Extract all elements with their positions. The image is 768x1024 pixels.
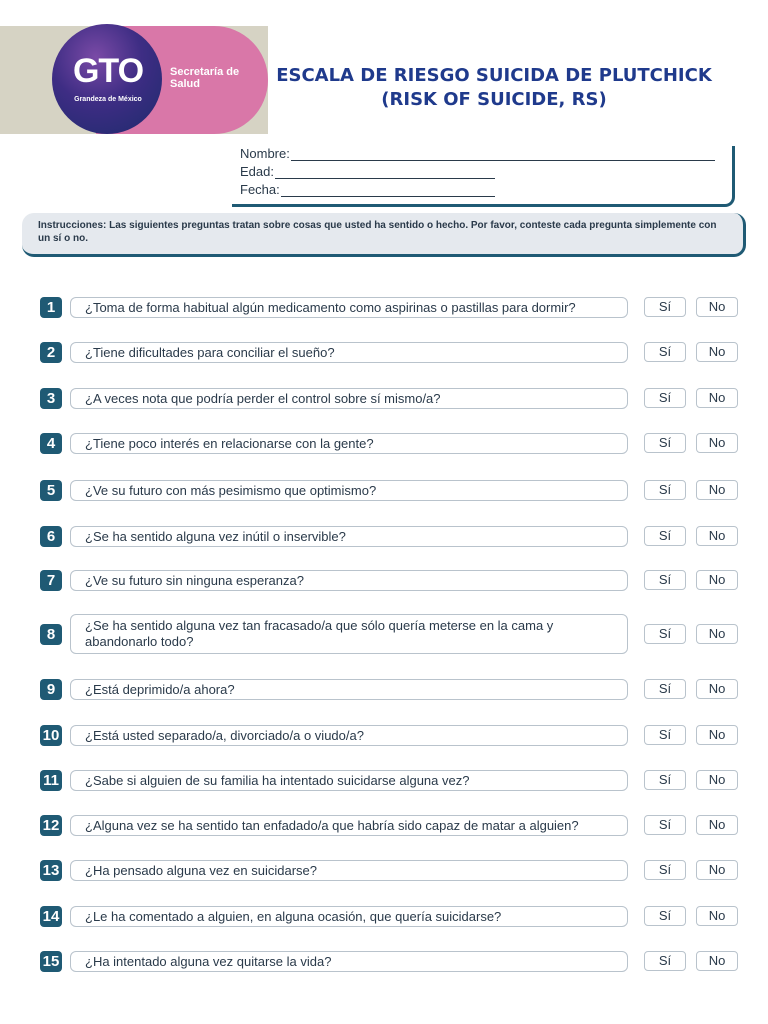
- question-number-badge: 8: [40, 624, 62, 645]
- question-number-badge: 15: [40, 951, 62, 972]
- question-row: [0, 725, 768, 746]
- question-number-badge: 7: [40, 570, 62, 591]
- question-row: [0, 860, 768, 881]
- answer-yes-button[interactable]: Sí: [644, 342, 686, 362]
- title-line-1: ESCALA DE RIESGO SUICIDA DE PLUTCHICK: [276, 65, 712, 86]
- answer-yes-button[interactable]: Sí: [644, 433, 686, 453]
- question-number-badge: 2: [40, 342, 62, 363]
- answer-no-button[interactable]: No: [696, 297, 738, 317]
- question-row: [0, 297, 768, 318]
- question-text: ¿Ve su futuro sin ninguna esperanza?: [70, 570, 628, 591]
- question-row: [0, 906, 768, 927]
- answer-no-button[interactable]: No: [696, 906, 738, 926]
- age-line[interactable]: [275, 166, 495, 179]
- question-text: ¿Se ha sentido alguna vez inútil o inservible?: [70, 526, 628, 547]
- question-number-badge: 6: [40, 526, 62, 547]
- answer-no-button[interactable]: No: [696, 725, 738, 745]
- question-text: ¿Sabe si alguien de su familia ha intentado suicidarse alguna vez?: [70, 770, 628, 791]
- question-row: [0, 342, 768, 363]
- answer-yes-button[interactable]: Sí: [644, 480, 686, 500]
- answer-yes-button[interactable]: Sí: [644, 725, 686, 745]
- answer-no-button[interactable]: No: [696, 860, 738, 880]
- age-label: Edad:: [240, 164, 274, 179]
- question-text: ¿Ha intentado alguna vez quitarse la vida?: [70, 951, 628, 972]
- document-title: [272, 64, 716, 112]
- answer-yes-button[interactable]: Sí: [644, 526, 686, 546]
- question-text: ¿Está deprimido/a ahora?: [70, 679, 628, 700]
- answer-no-button[interactable]: No: [696, 624, 738, 644]
- question-row: [0, 388, 768, 409]
- date-line[interactable]: [281, 184, 495, 197]
- question-number-badge: 10: [40, 725, 62, 746]
- question-number-badge: 12: [40, 815, 62, 836]
- logo-text: GTO: [72, 52, 144, 90]
- question-text: ¿Alguna vez se ha sentido tan enfadado/a que habría sido capaz de matar a alguien?: [70, 815, 628, 836]
- answer-no-button[interactable]: No: [696, 815, 738, 835]
- question-row: [0, 526, 768, 547]
- answer-yes-button[interactable]: Sí: [644, 906, 686, 926]
- answer-yes-button[interactable]: Sí: [644, 815, 686, 835]
- answer-yes-button[interactable]: Sí: [644, 860, 686, 880]
- age-field[interactable]: [240, 164, 495, 179]
- question-number-badge: 3: [40, 388, 62, 409]
- question-row: [0, 614, 768, 654]
- question-number-badge: 11: [40, 770, 62, 791]
- department-name: Secretaría de Salud: [170, 66, 240, 90]
- name-line[interactable]: [291, 148, 715, 161]
- answer-no-button[interactable]: No: [696, 570, 738, 590]
- question-text: ¿Ve su futuro con más pesimismo que optimismo?: [70, 480, 628, 501]
- answer-yes-button[interactable]: Sí: [644, 624, 686, 644]
- date-field[interactable]: [240, 182, 495, 197]
- answer-no-button[interactable]: No: [696, 342, 738, 362]
- answer-yes-button[interactable]: Sí: [644, 388, 686, 408]
- answer-no-button[interactable]: No: [696, 480, 738, 500]
- question-number-badge: 13: [40, 860, 62, 881]
- question-text: ¿Le ha comentado a alguien, en alguna ocasión, que quería suicidarse?: [70, 906, 628, 927]
- answer-yes-button[interactable]: Sí: [644, 570, 686, 590]
- question-text: ¿Está usted separado/a, divorciado/a o viudo/a?: [70, 725, 628, 746]
- question-row: [0, 480, 768, 501]
- question-row: [0, 951, 768, 972]
- question-row: [0, 570, 768, 591]
- date-label: Fecha:: [240, 182, 280, 197]
- answer-no-button[interactable]: No: [696, 679, 738, 699]
- question-row: [0, 770, 768, 791]
- question-text: ¿Ha pensado alguna vez en suicidarse?: [70, 860, 628, 881]
- question-text: ¿Tiene poco interés en relacionarse con la gente?: [70, 433, 628, 454]
- instructions: Instrucciones: Las siguientes preguntas tratan sobre cosas que usted ha sentido o hecho. Por favor, conteste cada pregunta simplemente con un sí o no.: [22, 213, 746, 257]
- answer-yes-button[interactable]: Sí: [644, 297, 686, 317]
- answer-yes-button[interactable]: Sí: [644, 770, 686, 790]
- answer-no-button[interactable]: No: [696, 526, 738, 546]
- name-field[interactable]: [240, 146, 715, 161]
- answer-no-button[interactable]: No: [696, 433, 738, 453]
- question-row: [0, 679, 768, 700]
- question-row: [0, 433, 768, 454]
- question-number-badge: 5: [40, 480, 62, 501]
- answer-yes-button[interactable]: Sí: [644, 679, 686, 699]
- answer-no-button[interactable]: No: [696, 770, 738, 790]
- question-row: [0, 815, 768, 836]
- logo-subtitle: Grandeza de México: [74, 96, 142, 103]
- question-number-badge: 4: [40, 433, 62, 454]
- question-number-badge: 9: [40, 679, 62, 700]
- question-text: ¿Se ha sentido alguna vez tan fracasado/a que sólo quería meterse en la cama y abandonarlo todo?: [70, 614, 628, 654]
- answer-yes-button[interactable]: Sí: [644, 951, 686, 971]
- question-number-badge: 14: [40, 906, 62, 927]
- title-line-2: (RISK OF SUICIDE, RS): [381, 89, 607, 110]
- name-label: Nombre:: [240, 146, 290, 161]
- answer-no-button[interactable]: No: [696, 388, 738, 408]
- question-text: ¿Toma de forma habitual algún medicamento como aspirinas o pastillas para dormir?: [70, 297, 628, 318]
- answer-no-button[interactable]: No: [696, 951, 738, 971]
- question-number-badge: 1: [40, 297, 62, 318]
- question-text: ¿A veces nota que podría perder el control sobre sí mismo/a?: [70, 388, 628, 409]
- question-text: ¿Tiene dificultades para conciliar el sueño?: [70, 342, 628, 363]
